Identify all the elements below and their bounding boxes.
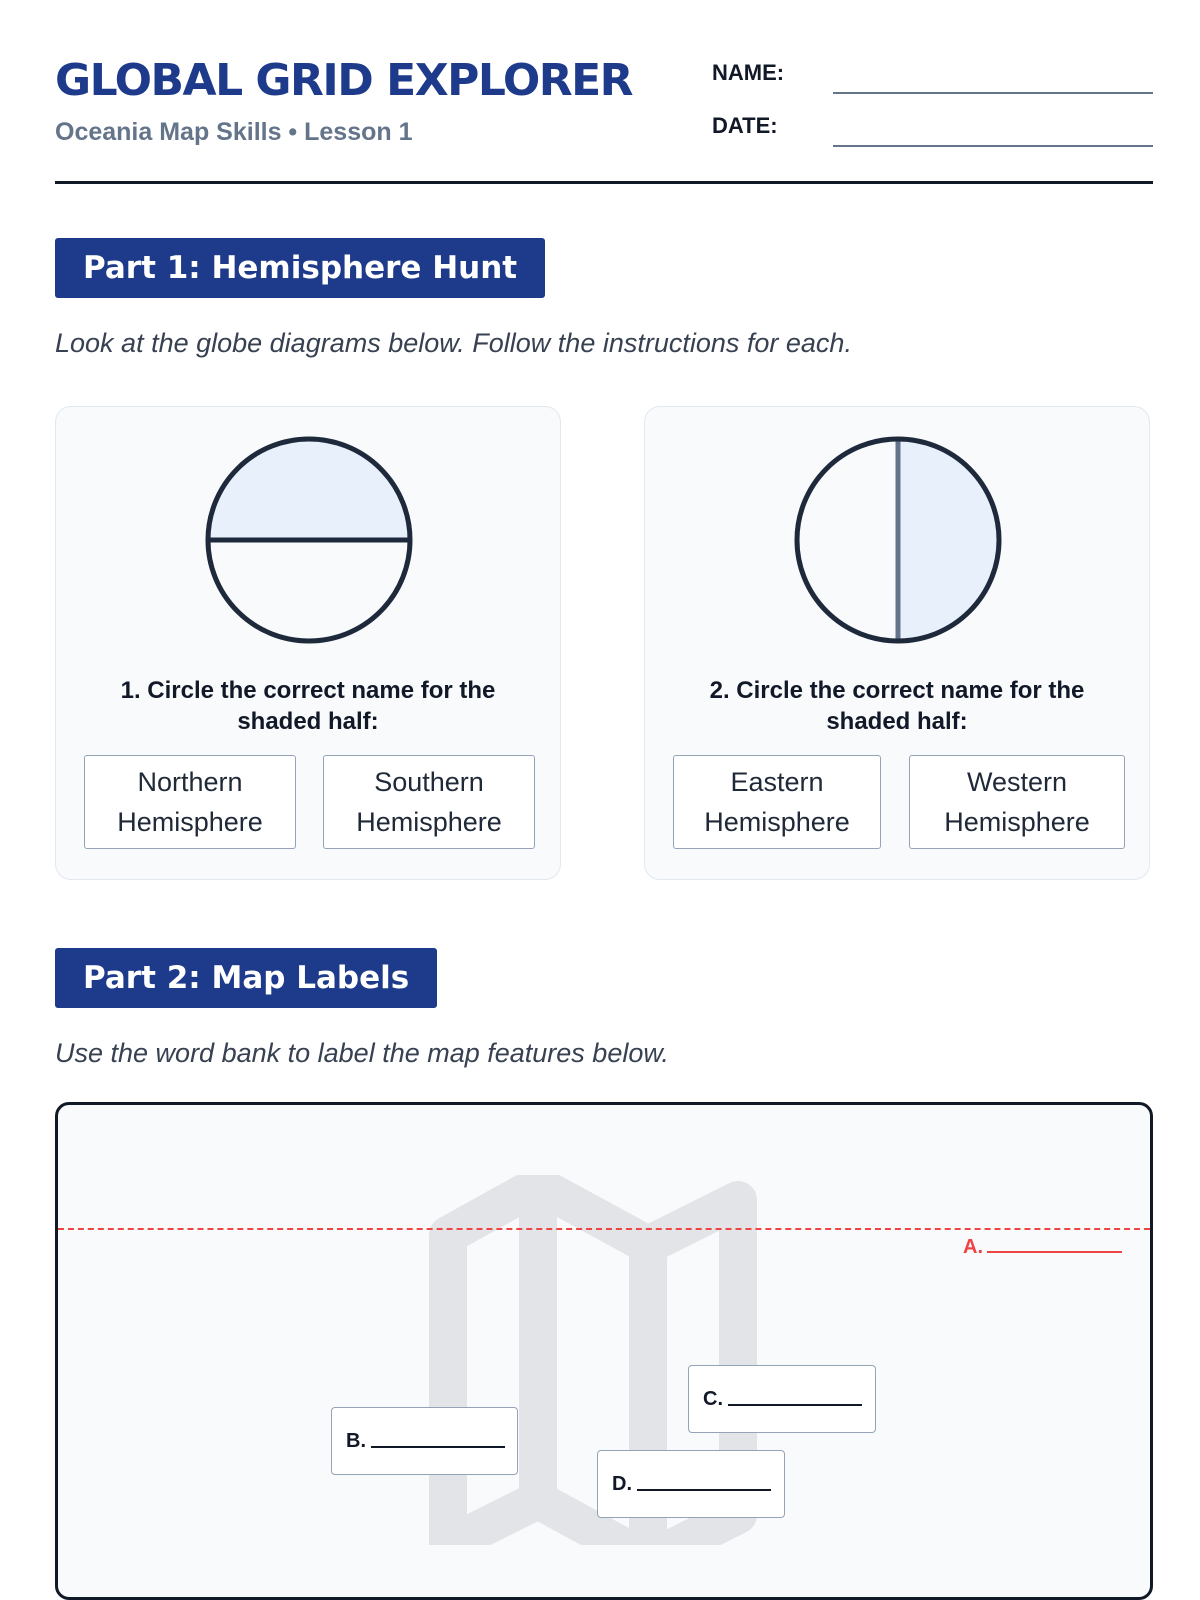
globe-east-west-icon — [793, 435, 1003, 645]
globe-card-1 — [55, 406, 561, 880]
globe-north-south-icon — [204, 435, 414, 645]
label-c-letter: C. — [703, 1387, 723, 1410]
label-d-blank[interactable] — [637, 1489, 771, 1491]
label-a-letter: A. — [963, 1236, 983, 1258]
part2-banner: Part 2: Map Labels — [55, 948, 437, 1008]
label-c-blank[interactable] — [728, 1404, 862, 1406]
worksheet-subtitle: Oceania Map Skills • Lesson 1 — [55, 118, 413, 146]
label-a[interactable] — [963, 1236, 1122, 1259]
choice-northern-hemisphere[interactable]: Northern Hemisphere — [84, 755, 296, 849]
label-d-letter: D. — [612, 1472, 632, 1495]
label-b-blank[interactable] — [371, 1446, 505, 1448]
name-label: NAME: — [712, 60, 785, 85]
label-c-box[interactable] — [688, 1365, 876, 1433]
label-d-box[interactable] — [597, 1450, 785, 1518]
question-2: 2. Circle the correct name for the shaded half: — [709, 677, 1085, 735]
label-b-box[interactable] — [331, 1407, 518, 1475]
part1-instructions: Look at the globe diagrams below. Follow the instructions for each. — [55, 328, 852, 358]
part1-banner: Part 1: Hemisphere Hunt — [55, 238, 545, 298]
label-b-letter: B. — [346, 1429, 366, 1452]
name-field[interactable] — [833, 92, 1153, 94]
date-label: DATE: — [712, 113, 778, 138]
question-1: 1. Circle the correct name for the shaded half: — [120, 677, 496, 735]
equator-line — [58, 1228, 1150, 1230]
date-field[interactable] — [833, 145, 1153, 147]
map-area — [55, 1102, 1153, 1600]
label-a-blank[interactable] — [987, 1251, 1122, 1253]
part2-instructions: Use the word bank to label the map features below. — [55, 1038, 669, 1068]
choice-southern-hemisphere[interactable]: Southern Hemisphere — [323, 755, 535, 849]
choice-eastern-hemisphere[interactable]: Eastern Hemisphere — [673, 755, 881, 849]
globe-card-2 — [644, 406, 1150, 880]
header-divider — [55, 181, 1153, 184]
worksheet-title: GLOBAL GRID EXPLORER — [55, 55, 633, 106]
choice-western-hemisphere[interactable]: Western Hemisphere — [909, 755, 1125, 849]
